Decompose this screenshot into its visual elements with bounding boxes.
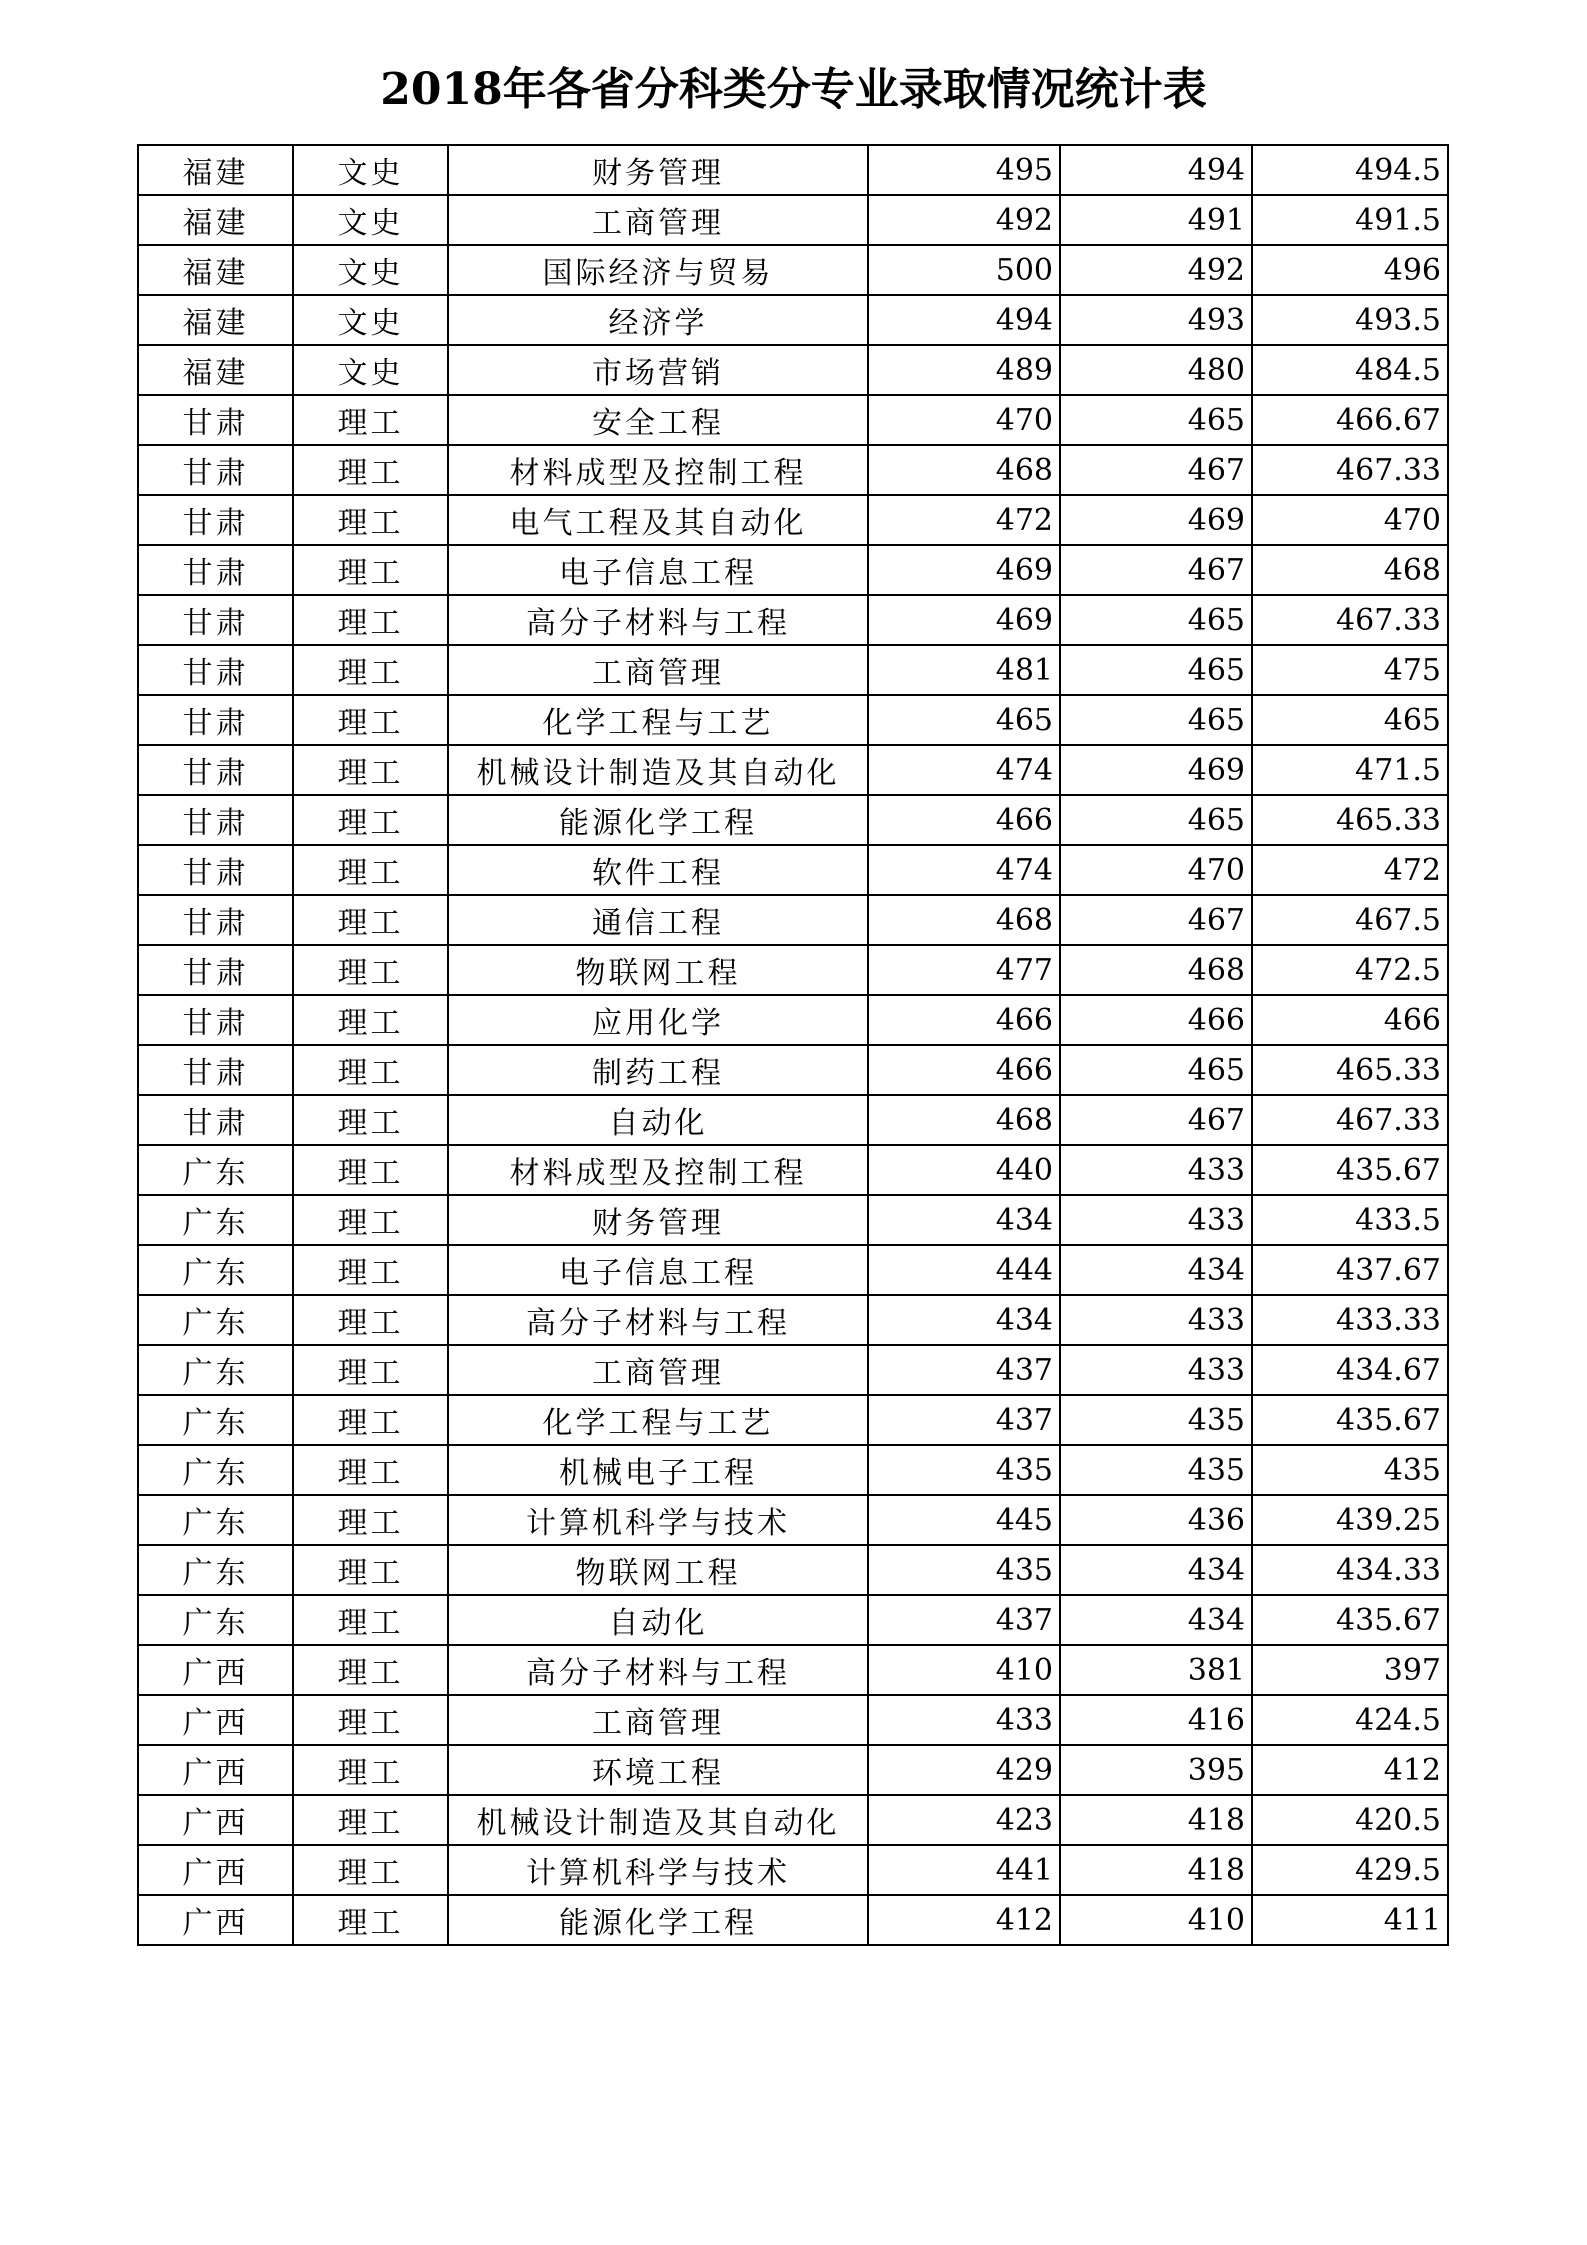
min-score-cell: 470 — [1060, 845, 1252, 895]
min-score-cell: 435 — [1060, 1395, 1252, 1445]
major-cell: 物联网工程 — [448, 1545, 868, 1595]
major-cell: 国际经济与贸易 — [448, 245, 868, 295]
category-cell: 理工 — [293, 1195, 448, 1245]
major-cell: 应用化学 — [448, 995, 868, 1045]
table-row — [138, 345, 1448, 395]
table-row — [138, 595, 1448, 645]
avg-score-cell: 472.5 — [1252, 945, 1448, 995]
province-cell: 甘肃 — [138, 995, 293, 1045]
admission-stats-table — [137, 144, 1449, 1946]
major-cell: 软件工程 — [448, 845, 868, 895]
min-score-cell: 418 — [1060, 1845, 1252, 1895]
avg-score-cell: 493.5 — [1252, 295, 1448, 345]
table-row — [138, 495, 1448, 545]
province-cell: 广东 — [138, 1145, 293, 1195]
avg-score-cell: 397 — [1252, 1645, 1448, 1695]
major-cell: 机械设计制造及其自动化 — [448, 1795, 868, 1845]
major-cell: 化学工程与工艺 — [448, 1395, 868, 1445]
max-score-cell: 433 — [868, 1695, 1060, 1745]
max-score-cell: 435 — [868, 1545, 1060, 1595]
province-cell: 甘肃 — [138, 845, 293, 895]
table-row — [138, 695, 1448, 745]
category-cell: 理工 — [293, 645, 448, 695]
major-cell: 高分子材料与工程 — [448, 595, 868, 645]
major-cell: 材料成型及控制工程 — [448, 445, 868, 495]
max-score-cell: 441 — [868, 1845, 1060, 1895]
max-score-cell: 466 — [868, 1045, 1060, 1095]
major-cell: 计算机科学与技术 — [448, 1495, 868, 1545]
province-cell: 广西 — [138, 1795, 293, 1845]
table-row — [138, 995, 1448, 1045]
table-row — [138, 745, 1448, 795]
major-cell: 自动化 — [448, 1095, 868, 1145]
table-row — [138, 1745, 1448, 1795]
province-cell: 广西 — [138, 1745, 293, 1795]
province-cell: 甘肃 — [138, 795, 293, 845]
min-score-cell: 433 — [1060, 1145, 1252, 1195]
major-cell: 化学工程与工艺 — [448, 695, 868, 745]
category-cell: 文史 — [293, 145, 448, 195]
province-cell: 甘肃 — [138, 445, 293, 495]
table-row — [138, 1895, 1448, 1945]
province-cell: 广东 — [138, 1345, 293, 1395]
category-cell: 理工 — [293, 1845, 448, 1895]
category-cell: 理工 — [293, 495, 448, 545]
table-row — [138, 1245, 1448, 1295]
max-score-cell: 434 — [868, 1295, 1060, 1345]
min-score-cell: 465 — [1060, 1045, 1252, 1095]
avg-score-cell: 467.5 — [1252, 895, 1448, 945]
province-cell: 甘肃 — [138, 745, 293, 795]
province-cell: 广东 — [138, 1595, 293, 1645]
min-score-cell: 465 — [1060, 795, 1252, 845]
table-row — [138, 645, 1448, 695]
category-cell: 理工 — [293, 895, 448, 945]
min-score-cell: 466 — [1060, 995, 1252, 1045]
major-cell: 经济学 — [448, 295, 868, 345]
province-cell: 福建 — [138, 195, 293, 245]
avg-score-cell: 439.25 — [1252, 1495, 1448, 1545]
major-cell: 财务管理 — [448, 1195, 868, 1245]
province-cell: 甘肃 — [138, 695, 293, 745]
avg-score-cell: 424.5 — [1252, 1695, 1448, 1745]
min-score-cell: 494 — [1060, 145, 1252, 195]
category-cell: 理工 — [293, 1345, 448, 1395]
avg-score-cell: 434.33 — [1252, 1545, 1448, 1595]
table-row — [138, 1045, 1448, 1095]
table-row — [138, 1845, 1448, 1895]
avg-score-cell: 484.5 — [1252, 345, 1448, 395]
min-score-cell: 467 — [1060, 895, 1252, 945]
category-cell: 理工 — [293, 1295, 448, 1345]
major-cell: 工商管理 — [448, 195, 868, 245]
avg-score-cell: 433.5 — [1252, 1195, 1448, 1245]
table-row — [138, 945, 1448, 995]
category-cell: 文史 — [293, 345, 448, 395]
min-score-cell: 433 — [1060, 1195, 1252, 1245]
max-score-cell: 474 — [868, 845, 1060, 895]
table-row — [138, 1345, 1448, 1395]
avg-score-cell: 465 — [1252, 695, 1448, 745]
table-row — [138, 1295, 1448, 1345]
table-row — [138, 395, 1448, 445]
avg-score-cell: 470 — [1252, 495, 1448, 545]
max-score-cell: 444 — [868, 1245, 1060, 1295]
province-cell: 广东 — [138, 1245, 293, 1295]
major-cell: 制药工程 — [448, 1045, 868, 1095]
major-cell: 工商管理 — [448, 1345, 868, 1395]
max-score-cell: 466 — [868, 995, 1060, 1045]
category-cell: 理工 — [293, 945, 448, 995]
min-score-cell: 468 — [1060, 945, 1252, 995]
max-score-cell: 489 — [868, 345, 1060, 395]
table-row — [138, 1795, 1448, 1845]
category-cell: 理工 — [293, 1595, 448, 1645]
category-cell: 理工 — [293, 1495, 448, 1545]
table-row — [138, 545, 1448, 595]
table-row — [138, 195, 1448, 245]
avg-score-cell: 467.33 — [1252, 1095, 1448, 1145]
province-cell: 甘肃 — [138, 545, 293, 595]
min-score-cell: 469 — [1060, 745, 1252, 795]
major-cell: 机械设计制造及其自动化 — [448, 745, 868, 795]
min-score-cell: 434 — [1060, 1545, 1252, 1595]
table-row — [138, 1495, 1448, 1545]
min-score-cell: 465 — [1060, 695, 1252, 745]
avg-score-cell: 466 — [1252, 995, 1448, 1045]
province-cell: 甘肃 — [138, 945, 293, 995]
max-score-cell: 410 — [868, 1645, 1060, 1695]
max-score-cell: 465 — [868, 695, 1060, 745]
avg-score-cell: 435.67 — [1252, 1145, 1448, 1195]
min-score-cell: 410 — [1060, 1895, 1252, 1945]
avg-score-cell: 467.33 — [1252, 595, 1448, 645]
avg-score-cell: 468 — [1252, 545, 1448, 595]
province-cell: 福建 — [138, 345, 293, 395]
min-score-cell: 434 — [1060, 1595, 1252, 1645]
category-cell: 理工 — [293, 1795, 448, 1845]
category-cell: 理工 — [293, 1245, 448, 1295]
category-cell: 理工 — [293, 1545, 448, 1595]
table-row — [138, 1645, 1448, 1695]
max-score-cell: 474 — [868, 745, 1060, 795]
max-score-cell: 481 — [868, 645, 1060, 695]
major-cell: 电子信息工程 — [448, 1245, 868, 1295]
avg-score-cell: 429.5 — [1252, 1845, 1448, 1895]
min-score-cell: 467 — [1060, 1095, 1252, 1145]
category-cell: 理工 — [293, 845, 448, 895]
min-score-cell: 465 — [1060, 645, 1252, 695]
major-cell: 材料成型及控制工程 — [448, 1145, 868, 1195]
table-row — [138, 845, 1448, 895]
max-score-cell: 477 — [868, 945, 1060, 995]
avg-score-cell: 434.67 — [1252, 1345, 1448, 1395]
table-body — [138, 145, 1448, 1945]
province-cell: 福建 — [138, 295, 293, 345]
min-score-cell: 467 — [1060, 445, 1252, 495]
min-score-cell: 395 — [1060, 1745, 1252, 1795]
min-score-cell: 436 — [1060, 1495, 1252, 1545]
max-score-cell: 434 — [868, 1195, 1060, 1245]
avg-score-cell: 467.33 — [1252, 445, 1448, 495]
min-score-cell: 418 — [1060, 1795, 1252, 1845]
major-cell: 电子信息工程 — [448, 545, 868, 595]
min-score-cell: 433 — [1060, 1295, 1252, 1345]
min-score-cell: 467 — [1060, 545, 1252, 595]
max-score-cell: 494 — [868, 295, 1060, 345]
max-score-cell: 468 — [868, 895, 1060, 945]
max-score-cell: 470 — [868, 395, 1060, 445]
table-row — [138, 1145, 1448, 1195]
max-score-cell: 412 — [868, 1895, 1060, 1945]
table-row — [138, 1545, 1448, 1595]
major-cell: 计算机科学与技术 — [448, 1845, 868, 1895]
table-row — [138, 1595, 1448, 1645]
category-cell: 理工 — [293, 1145, 448, 1195]
major-cell: 工商管理 — [448, 1695, 868, 1745]
major-cell: 安全工程 — [448, 395, 868, 445]
province-cell: 广东 — [138, 1495, 293, 1545]
table-row — [138, 145, 1448, 195]
province-cell: 甘肃 — [138, 1045, 293, 1095]
category-cell: 理工 — [293, 445, 448, 495]
table-row — [138, 1095, 1448, 1145]
max-score-cell: 440 — [868, 1145, 1060, 1195]
avg-score-cell: 412 — [1252, 1745, 1448, 1795]
avg-score-cell: 465.33 — [1252, 1045, 1448, 1095]
province-cell: 甘肃 — [138, 1095, 293, 1145]
major-cell: 物联网工程 — [448, 945, 868, 995]
category-cell: 文史 — [293, 195, 448, 245]
max-score-cell: 437 — [868, 1595, 1060, 1645]
max-score-cell: 492 — [868, 195, 1060, 245]
avg-score-cell: 437.67 — [1252, 1245, 1448, 1295]
category-cell: 理工 — [293, 745, 448, 795]
province-cell: 广西 — [138, 1895, 293, 1945]
province-cell: 甘肃 — [138, 595, 293, 645]
max-score-cell: 423 — [868, 1795, 1060, 1845]
category-cell: 理工 — [293, 995, 448, 1045]
province-cell: 福建 — [138, 145, 293, 195]
category-cell: 理工 — [293, 1045, 448, 1095]
province-cell: 甘肃 — [138, 645, 293, 695]
major-cell: 高分子材料与工程 — [448, 1645, 868, 1695]
max-score-cell: 469 — [868, 595, 1060, 645]
min-score-cell: 433 — [1060, 1345, 1252, 1395]
page-title: 2018年各省分科类分专业录取情况统计表 — [380, 64, 1207, 115]
max-score-cell: 468 — [868, 1095, 1060, 1145]
avg-score-cell: 411 — [1252, 1895, 1448, 1945]
category-cell: 文史 — [293, 295, 448, 345]
province-cell: 广东 — [138, 1195, 293, 1245]
major-cell: 电气工程及其自动化 — [448, 495, 868, 545]
province-cell: 广东 — [138, 1295, 293, 1345]
max-score-cell: 472 — [868, 495, 1060, 545]
max-score-cell: 437 — [868, 1345, 1060, 1395]
min-score-cell: 493 — [1060, 295, 1252, 345]
min-score-cell: 465 — [1060, 595, 1252, 645]
max-score-cell: 466 — [868, 795, 1060, 845]
table-row — [138, 1395, 1448, 1445]
max-score-cell: 445 — [868, 1495, 1060, 1545]
table-row — [138, 895, 1448, 945]
avg-score-cell: 491.5 — [1252, 195, 1448, 245]
province-cell: 广西 — [138, 1645, 293, 1695]
major-cell: 工商管理 — [448, 645, 868, 695]
table-row — [138, 245, 1448, 295]
min-score-cell: 416 — [1060, 1695, 1252, 1745]
min-score-cell: 469 — [1060, 495, 1252, 545]
table-row — [138, 1445, 1448, 1495]
category-cell: 理工 — [293, 545, 448, 595]
table-row — [138, 295, 1448, 345]
table-row — [138, 795, 1448, 845]
category-cell: 理工 — [293, 1445, 448, 1495]
min-score-cell: 465 — [1060, 395, 1252, 445]
category-cell: 理工 — [293, 1395, 448, 1445]
province-cell: 甘肃 — [138, 895, 293, 945]
min-score-cell: 491 — [1060, 195, 1252, 245]
category-cell: 理工 — [293, 1895, 448, 1945]
category-cell: 理工 — [293, 1645, 448, 1695]
major-cell: 能源化学工程 — [448, 1895, 868, 1945]
province-cell: 广西 — [138, 1845, 293, 1895]
category-cell: 理工 — [293, 1745, 448, 1795]
major-cell: 市场营销 — [448, 345, 868, 395]
max-score-cell: 469 — [868, 545, 1060, 595]
max-score-cell: 500 — [868, 245, 1060, 295]
min-score-cell: 435 — [1060, 1445, 1252, 1495]
category-cell: 理工 — [293, 395, 448, 445]
category-cell: 理工 — [293, 695, 448, 745]
avg-score-cell: 494.5 — [1252, 145, 1448, 195]
major-cell: 高分子材料与工程 — [448, 1295, 868, 1345]
table-row — [138, 1695, 1448, 1745]
major-cell: 机械电子工程 — [448, 1445, 868, 1495]
avg-score-cell: 466.67 — [1252, 395, 1448, 445]
avg-score-cell: 435.67 — [1252, 1395, 1448, 1445]
table-row — [138, 1195, 1448, 1245]
province-cell: 福建 — [138, 245, 293, 295]
max-score-cell: 429 — [868, 1745, 1060, 1795]
province-cell: 甘肃 — [138, 495, 293, 545]
min-score-cell: 381 — [1060, 1645, 1252, 1695]
min-score-cell: 480 — [1060, 345, 1252, 395]
category-cell: 理工 — [293, 1095, 448, 1145]
province-cell: 广西 — [138, 1695, 293, 1745]
category-cell: 理工 — [293, 595, 448, 645]
category-cell: 理工 — [293, 1695, 448, 1745]
province-cell: 广东 — [138, 1395, 293, 1445]
avg-score-cell: 496 — [1252, 245, 1448, 295]
category-cell: 文史 — [293, 245, 448, 295]
province-cell: 甘肃 — [138, 395, 293, 445]
table-row — [138, 445, 1448, 495]
max-score-cell: 435 — [868, 1445, 1060, 1495]
avg-score-cell: 472 — [1252, 845, 1448, 895]
max-score-cell: 495 — [868, 145, 1060, 195]
province-cell: 广东 — [138, 1445, 293, 1495]
major-cell: 通信工程 — [448, 895, 868, 945]
avg-score-cell: 471.5 — [1252, 745, 1448, 795]
major-cell: 财务管理 — [448, 145, 868, 195]
max-score-cell: 437 — [868, 1395, 1060, 1445]
major-cell: 环境工程 — [448, 1745, 868, 1795]
avg-score-cell: 475 — [1252, 645, 1448, 695]
avg-score-cell: 420.5 — [1252, 1795, 1448, 1845]
avg-score-cell: 435 — [1252, 1445, 1448, 1495]
category-cell: 理工 — [293, 795, 448, 845]
province-cell: 广东 — [138, 1545, 293, 1595]
major-cell: 能源化学工程 — [448, 795, 868, 845]
avg-score-cell: 435.67 — [1252, 1595, 1448, 1645]
max-score-cell: 468 — [868, 445, 1060, 495]
min-score-cell: 492 — [1060, 245, 1252, 295]
avg-score-cell: 433.33 — [1252, 1295, 1448, 1345]
major-cell: 自动化 — [448, 1595, 868, 1645]
avg-score-cell: 465.33 — [1252, 795, 1448, 845]
min-score-cell: 434 — [1060, 1245, 1252, 1295]
